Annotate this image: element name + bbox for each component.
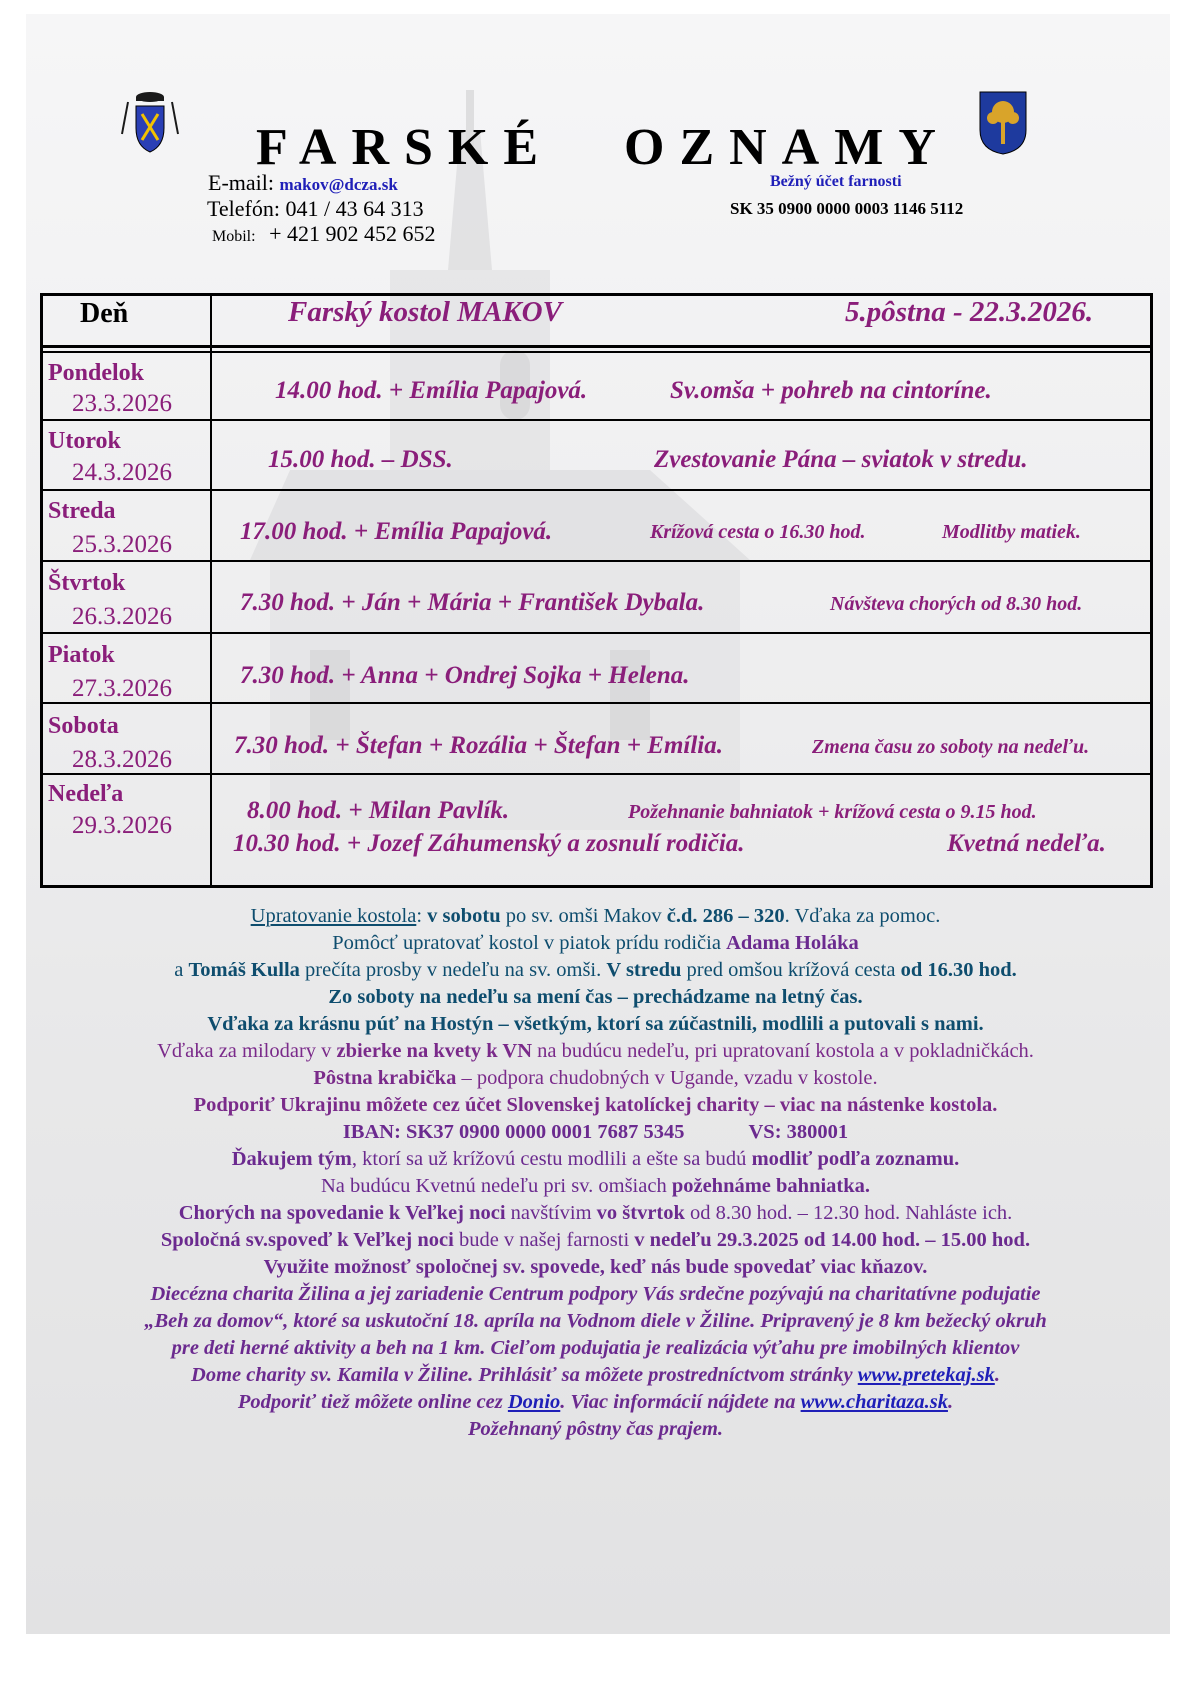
announcement: „Beh za domov“, ktoré sa uskutoční 18. apríla na Vodnom diele v Žiline. Pripravený je 8 km bežecký okruh — [144, 1310, 1047, 1332]
note-text: Na budúcu Kvetnú nedeľu pri sv. omšiach — [320, 1175, 672, 1197]
note-text: od 8.30 hod. – 12.30 hod. Nahláste ich. — [684, 1202, 1013, 1224]
day-name: Nedeľa — [48, 781, 124, 807]
donio-link[interactable]: Donio — [507, 1391, 561, 1413]
village-crest-icon — [978, 90, 1028, 156]
note-strong: Ďakujem tým — [231, 1148, 352, 1170]
mobile-line — [212, 221, 435, 247]
row-divider — [42, 702, 1151, 704]
note-strong: modliť podľa zoznamu. — [751, 1148, 960, 1170]
note-text: : — [416, 905, 428, 927]
note-strong: Chorých na spovedanie k Veľkej noci — [178, 1202, 506, 1224]
announcement — [0, 1121, 1191, 1144]
day-date: 27.3.2026 — [72, 675, 172, 702]
row-divider — [42, 489, 1151, 491]
day-date: 23.3.2026 — [72, 390, 172, 417]
day-date: 26.3.2026 — [72, 603, 172, 630]
mobile-label: Mobil: — [212, 228, 256, 245]
day-date: 24.3.2026 — [72, 459, 172, 486]
announcement — [0, 1229, 1191, 1252]
account-number: SK 35 0900 0000 0003 1146 5112 — [730, 199, 964, 218]
note-strong: IBAN: SK37 0900 0000 0001 7687 5345 — [342, 1121, 685, 1143]
note-strong: Spoločná sv.spoveď k Veľkej noci — [160, 1229, 454, 1251]
announcement — [0, 1391, 1191, 1414]
note-text: prečíta prosby v nedeľu na sv. omši. — [299, 959, 607, 981]
note-text: . Vďaka za pomoc. — [784, 905, 941, 927]
pretekaj-link[interactable]: www.pretekaj.sk — [857, 1364, 995, 1386]
header-divider — [42, 345, 1151, 348]
day-note: Zmena času zo soboty na nedeľu. — [812, 736, 1090, 758]
note-strong: V stredu — [606, 959, 682, 981]
day-date: 29.3.2026 — [72, 812, 172, 839]
column-day-header: Deň — [80, 298, 129, 329]
archdiocese-crest-icon — [116, 88, 184, 156]
note-text: a — [174, 959, 189, 981]
note-text: na budúcu nedeľu, pri upratovaní kostola a v pokladničkách. — [532, 1040, 1034, 1062]
announcement — [0, 932, 1191, 955]
row-divider — [42, 419, 1151, 421]
week-label: 5.pôstna - 22.3.2026. — [845, 296, 1094, 328]
mass-intention: 15.00 hod. – DSS. — [268, 446, 453, 473]
row-divider — [42, 773, 1151, 775]
day-name: Streda — [48, 498, 116, 524]
day-note-2: Kvetná nedeľa. — [947, 830, 1106, 857]
announcement — [0, 1202, 1191, 1225]
row-divider — [42, 560, 1151, 562]
announcement: Podporiť Ukrajinu môžete cez účet Slovenskej katolíckej charity – viac na nástenke kostola. — [193, 1094, 998, 1116]
mass-intention: 8.00 hod. + Milan Pavlík. — [247, 797, 510, 824]
note-text: po sv. omši Makov — [500, 905, 667, 927]
announcement — [0, 1067, 1191, 1090]
note-strong: č.d. 286 – 320 — [666, 905, 785, 927]
day-date: 28.3.2026 — [72, 746, 172, 773]
note-strong: požehnáme bahniatka. — [671, 1175, 871, 1197]
mass-intention: 7.30 hod. + Anna + Ondrej Sojka + Helena. — [240, 662, 690, 689]
account-label: Bežný účet farnosti — [770, 173, 902, 190]
day-name: Sobota — [48, 713, 119, 739]
note-text: Pomôcť upratovať kostol v piatok prídu rodičia — [332, 932, 727, 954]
day-note: Sv.omša + pohreb na cintoríne. — [670, 377, 992, 404]
title-right: OZNAMY — [624, 119, 951, 176]
note-text: Dome charity sv. Kamila v Žiline. Prihlásiť sa môžete prostredníctvom stránky — [191, 1364, 858, 1386]
mass-intention-2: 10.30 hod. + Jozef Záhumenský a zosnulí rodičia. — [233, 830, 745, 857]
announcement — [0, 1175, 1191, 1198]
title-left: FARSKÉ — [256, 119, 554, 176]
charitaza-link[interactable]: www.charitaza.sk — [800, 1391, 948, 1413]
note-link: Upratovanie kostola — [250, 905, 417, 927]
announcement: Vďaka za krásnu púť na Hostýn – všetkým, ktorí sa zúčastnili, modlili a putovali s nami. — [207, 1013, 984, 1035]
row-divider — [42, 632, 1151, 634]
note-strong: v sobotu — [427, 905, 501, 927]
note-strong: VS: 380001 — [748, 1121, 849, 1143]
closing-blessing: Požehnaný pôstny čas prajem. — [467, 1418, 724, 1440]
announcement — [0, 959, 1191, 982]
note-text: Podporiť tiež môžete online cez — [237, 1391, 508, 1413]
announcement: Zo soboty na nedeľu sa mení čas – prechádzame na letný čas. — [328, 986, 863, 1008]
note-strong: Adama Holáka — [726, 932, 859, 954]
note-text: bude v našej farnosti — [453, 1229, 635, 1251]
day-name: Pondelok — [48, 360, 145, 386]
note-text: pred omšou krížová cesta — [681, 959, 901, 981]
note-text: Vďaka za milodary v — [157, 1040, 337, 1062]
mobile-number: + 421 902 452 652 — [269, 221, 436, 246]
day-note-2: Modlitby matiek. — [942, 521, 1081, 543]
email-link[interactable]: makov@dcza.sk — [279, 175, 398, 194]
announcement — [0, 1364, 1191, 1387]
day-name: Štvrtok — [48, 570, 126, 596]
day-date: 25.3.2026 — [72, 531, 172, 558]
column-divider — [210, 294, 212, 886]
header-divider-2 — [42, 351, 1151, 353]
email-label: E-mail: — [208, 170, 274, 195]
note-text: , ktorí sa už krížovú cestu modlili a ešte sa budú — [351, 1148, 752, 1170]
day-name: Utorok — [48, 428, 121, 454]
announcement: Diecézna charita Žilina a jej zariadenie Centrum podpory Vás srdečne pozývajú na charitatívne podujatie — [150, 1283, 1041, 1305]
email-line — [208, 170, 398, 196]
announcement: pre deti herné aktivity a beh na 1 km. Cieľom podujatia je realizácia výťahu pre imobilných klientov — [171, 1337, 1020, 1359]
announcement — [0, 1148, 1191, 1171]
church-name: Farský kostol MAKOV — [288, 296, 562, 328]
announcement: Využite možnosť spoločnej sv. spovede, keď nás bude spovedať viac kňazov. — [263, 1256, 928, 1278]
day-note: Návšteva chorých od 8.30 hod. — [830, 593, 1083, 615]
note-text: – podpora chudobných v Ugande, vzadu v kostole. — [456, 1067, 878, 1089]
note-strong: od 16.30 hod. — [900, 959, 1017, 981]
note-strong: v nedeľu 29.3.2025 od 14.00 hod. – 15.00 hod. — [634, 1229, 1031, 1251]
phone-line: Telefón: 041 / 43 64 313 — [207, 196, 424, 221]
note-text: . — [994, 1364, 1000, 1386]
mass-intention: 14.00 hod. + Emília Papajová. — [275, 377, 588, 404]
day-note: Požehnanie bahniatok + krížová cesta o 9.15 hod. — [628, 801, 1037, 823]
mass-intention: 17.00 hod. + Emília Papajová. — [240, 518, 553, 545]
day-note: Zvestovanie Pána – sviatok v stredu. — [654, 446, 1028, 473]
note-text: . Viac informácií nájdete na — [560, 1391, 801, 1413]
note-text: navštívim — [505, 1202, 597, 1224]
note-strong: vo štvrtok — [596, 1202, 685, 1224]
note-strong: Pôstna krabička — [313, 1067, 457, 1089]
mass-intention: 7.30 hod. + Ján + Mária + František Dybala. — [240, 589, 705, 616]
day-note: Krížová cesta o 16.30 hod. — [650, 521, 866, 543]
note-strong: Tomáš Kulla — [188, 959, 300, 981]
announcement — [0, 1040, 1191, 1063]
note-text: . — [947, 1391, 954, 1413]
announcement — [0, 905, 1191, 928]
day-name: Piatok — [48, 642, 115, 668]
note-strong: zbierke na kvety k VN — [336, 1040, 533, 1062]
mass-intention: 7.30 hod. + Štefan + Rozália + Štefan + Emília. — [234, 732, 723, 759]
